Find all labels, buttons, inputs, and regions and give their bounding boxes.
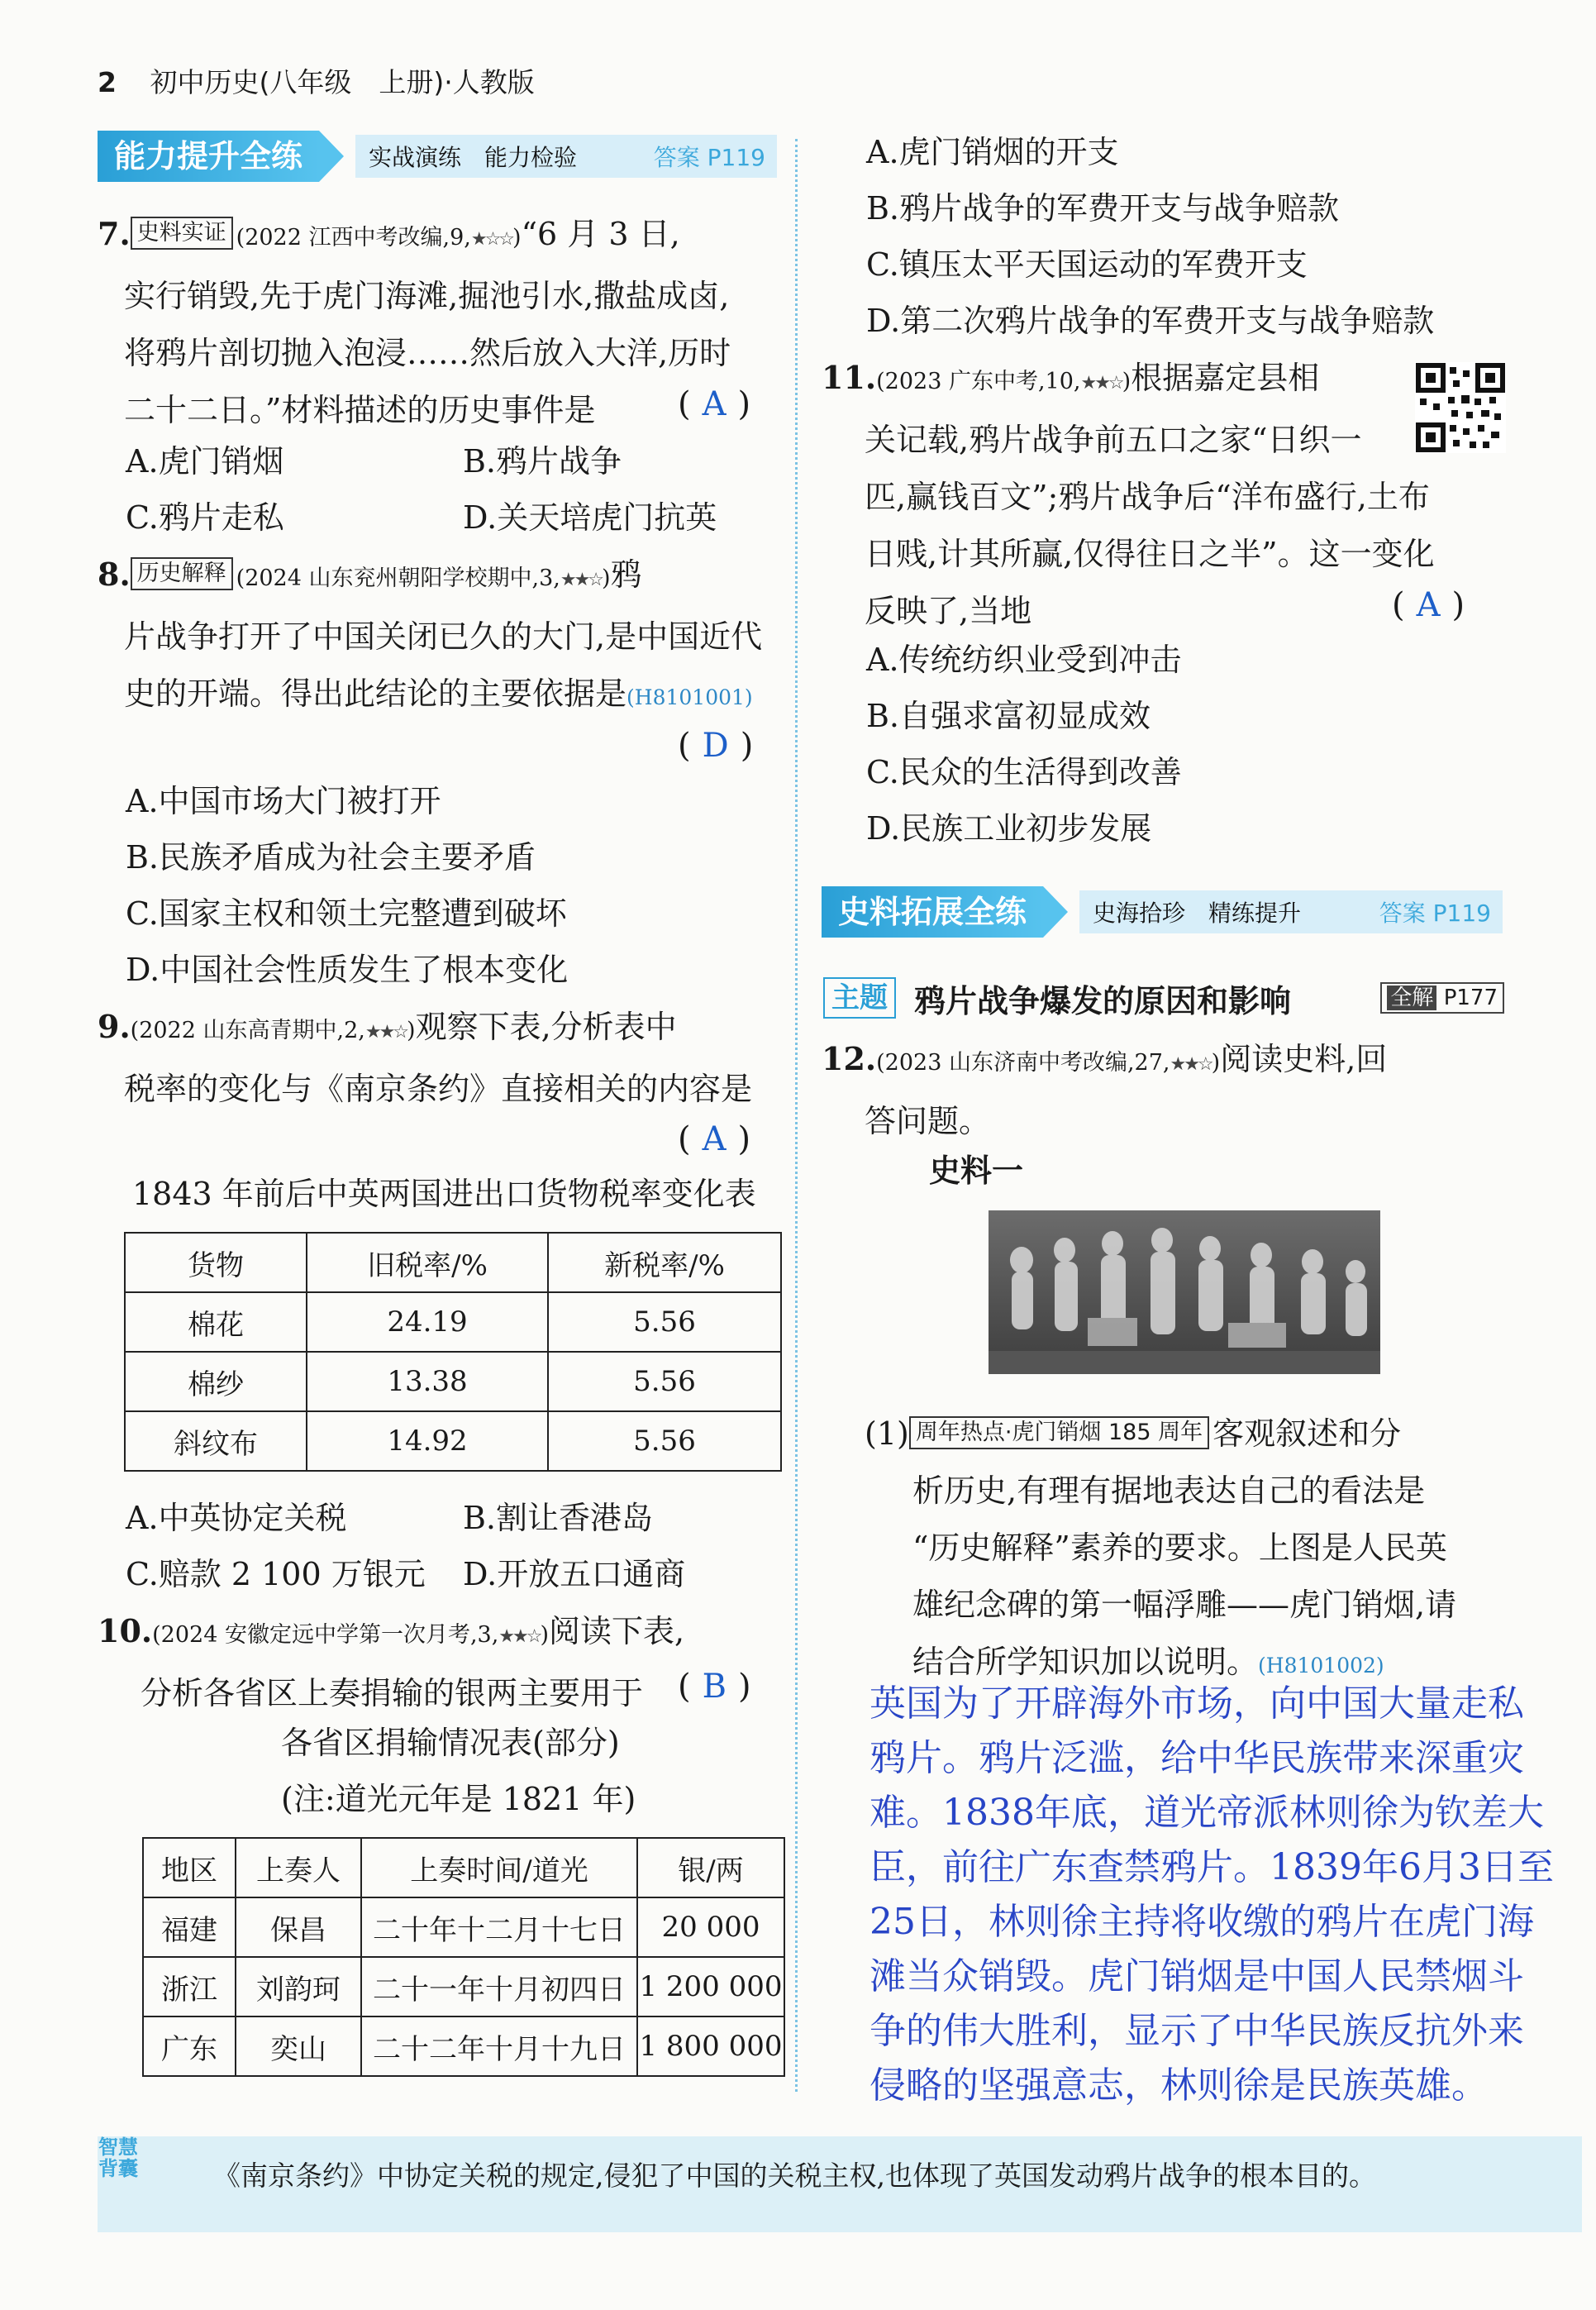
option-d: D.开放五口通商 (463, 1556, 686, 1592)
question-11: 11.(2023 广东中考,10,★★☆)根据嘉定县相 关记载,鸦片战争前五口之家“日织一 匹,赢钱百文”;鸦片战争后“洋布盛行,土布 日贱,计其所赢,仅得往日之半”。这一变化 反映了,当地 (822, 359, 1435, 629)
table-cell: 1 800 000 (637, 2016, 784, 2076)
difficulty-stars: ★★☆ (498, 1626, 541, 1647)
table-cell: 24.19 (307, 1292, 548, 1352)
table-cell: 浙江 (143, 1957, 236, 2016)
table-header: 地区 (143, 1838, 236, 1897)
table-cell: 20 000 (637, 1897, 784, 1957)
option-c: C.民众的生活得到改善 (866, 754, 1182, 790)
table-header: 上奏人 (236, 1838, 361, 1897)
question-line: 日贱,计其所赢,仅得往日之半”。这一变化 (865, 536, 1435, 572)
table-cell: 1 200 000 (637, 1957, 784, 2016)
answer-line: 英国为了开辟海外市场，向中国大量走私 (869, 1682, 1524, 1725)
table-row (143, 1957, 784, 2016)
table-cell: 14.92 (307, 1411, 548, 1471)
question-source: (2023 山东济南中考改编,27, (876, 1050, 1170, 1076)
question-9: 9.(2022 山东高青期中,2,★★☆)观察下表,分析表中 税率的变化与《南京条约》直接相关的内容是 (98, 1008, 753, 1107)
question-line: “历史解释”素养的要求。上图是人民英 (912, 1530, 1447, 1566)
question-line: 结合所学知识加以说明。 (912, 1644, 1259, 1680)
sub-question-1 (865, 1406, 1526, 1694)
table-header: 银/两 (637, 1838, 784, 1897)
option-d: D.第二次鸦片战争的军费开支与战争赔款 (866, 303, 1435, 339)
question-number: 10. (98, 1612, 153, 1649)
section-tag: 能力提升全练 (98, 131, 319, 182)
table-header-row (125, 1233, 781, 1292)
question-line: “6 月 3 日, (521, 216, 680, 252)
option-a: A.虎门销烟的开支 (866, 134, 1119, 170)
question-line: 析历史,有理有据地表达自己的看法是 (912, 1472, 1426, 1509)
question-line: 二十二日。”材料描述的历史事件是 (124, 392, 596, 428)
section-subtitle: 史海拾珍 精练提升 (1093, 900, 1302, 927)
option-b: B.鸦片战争的军费开支与战争赔款 (866, 190, 1340, 227)
theme-row (823, 976, 1504, 1020)
material-label: 史料一 (929, 1153, 1024, 1189)
difficulty-stars: ★★☆ (1170, 1054, 1212, 1075)
tip-side-label: 智慧背囊 (98, 2136, 138, 2180)
option-c: C.赔款 2 100 万银元 (126, 1556, 426, 1592)
question-line: 实行销毁,先于虎门海滩,掘池引水,撒盐成卤, (124, 278, 730, 314)
question-line: 阅读下表, (549, 1613, 685, 1649)
section-tag: 史料拓展全练 (822, 886, 1043, 938)
table-row (125, 1411, 781, 1471)
question-line: 雄纪念碑的第一幅浮雕——虎门销烟,请 (912, 1587, 1457, 1623)
table-cell: 保昌 (236, 1897, 361, 1957)
option-c: C.鸦片走私 (126, 499, 284, 536)
question-line: 反映了,当地 (865, 593, 1032, 629)
question-source: (2022 江西中考改编,9, (236, 225, 471, 251)
table-cell: 13.38 (307, 1352, 548, 1411)
question-code: (H8101001) (626, 685, 753, 709)
question-line: 鸦 (610, 556, 642, 593)
table-row (143, 1897, 784, 1957)
option-b: B.自强求富初显成效 (866, 698, 1151, 734)
full-solution-tag: 全解 P177 (1380, 982, 1504, 1014)
question-number: 9. (98, 1008, 131, 1045)
page-number: 2 (98, 66, 117, 98)
answer-reference: 答案 P119 (653, 144, 765, 171)
question-number: 7. (98, 215, 131, 252)
wisdom-tip-box (98, 2136, 1582, 2232)
option-a: A.虎门销烟 (126, 443, 284, 480)
table-cell: 二十一年十月初四日 (361, 1957, 637, 2016)
option-d: D.中国社会性质发生了根本变化 (126, 952, 569, 988)
question-source: (2024 安徽定远中学第一次月考,3, (152, 1622, 499, 1648)
table-cell: 广东 (143, 2016, 236, 2076)
answer-line: 25日，林则徐主持将收缴的鸦片在虎门海 (869, 1901, 1534, 1943)
table-cell: 奕山 (236, 2016, 361, 2076)
table-header: 上奏时间/道光 (361, 1838, 637, 1897)
answer-bracket: ( A ) (1392, 586, 1465, 624)
donation-table (142, 1837, 785, 2077)
table-cell: 刘韵珂 (236, 1957, 361, 2016)
answer-letter: A (702, 1120, 727, 1158)
question-line: 阅读史料,回 (1220, 1041, 1388, 1077)
answer-reference: 答案 P119 (1379, 900, 1491, 927)
option-c: C.国家主权和领土完整遭到破坏 (126, 895, 567, 932)
answer-bracket: ( D ) (678, 727, 754, 765)
table-header: 货物 (125, 1233, 307, 1292)
table-cell: 5.56 (548, 1292, 781, 1352)
question-line: 将鸦片剖切抛入泡浸……然后放入大洋,历时 (124, 335, 731, 371)
question-line: 税率的变化与《南京条约》直接相关的内容是 (124, 1071, 753, 1107)
option-a: A.中英协定关税 (126, 1500, 347, 1536)
table-row (125, 1352, 781, 1411)
table-cell: 棉花 (125, 1292, 307, 1352)
answer-line: 臣，前往广东查禁鸦片。1839年6月3日至 (869, 1846, 1554, 1888)
answer-line: 滩当众销毁。虎门销烟是中国人民禁烟斗 (869, 1955, 1524, 1997)
section-banner-ability (98, 131, 777, 182)
option-b: B.鸦片战争 (463, 443, 622, 480)
question-number: 12. (822, 1040, 877, 1077)
section-stripe (1079, 890, 1503, 933)
competency-tag: 历史解释 (131, 557, 233, 590)
table-cell: 棉纱 (125, 1352, 307, 1411)
question-number: 8. (98, 556, 131, 593)
answer-bracket: ( B ) (678, 1668, 751, 1706)
answer-letter: B (702, 1668, 727, 1706)
tariff-table (124, 1232, 782, 1472)
qr-code[interactable] (1415, 362, 1506, 453)
option-d: D.关天培虎门抗英 (463, 499, 717, 536)
question-code: (H8101002) (1258, 1654, 1384, 1678)
table-header-row (143, 1838, 784, 1897)
page-header (98, 61, 535, 100)
question-line: 分析各省区上奏捐输的银两主要用于 (141, 1675, 644, 1711)
question-10: 10.(2024 安徽定远中学第一次月考,3,★★☆)阅读下表, 分析各省区上奏捐输的银两主要用于 (98, 1612, 685, 1711)
theme-title: 鸦片战争爆发的原因和影响 (914, 982, 1292, 1019)
table-header: 旧税率/% (307, 1233, 548, 1292)
question-line: 根据嘉定县相 (1131, 360, 1320, 396)
competency-tag: 史料实证 (131, 217, 233, 250)
difficulty-stars: ★★☆ (560, 570, 603, 590)
option-b: B.割让香港岛 (463, 1500, 654, 1536)
question-line: 史的开端。得出此结论的主要依据是 (124, 675, 627, 712)
table-cell: 斜纹布 (125, 1411, 307, 1471)
section-banner-materials (822, 886, 1503, 938)
question-line: 答问题。 (865, 1103, 991, 1139)
table-cell: 二十年十二月十七日 (361, 1897, 637, 1957)
question-8: 8. 历史解释 (2024 山东兖州朝阳学校期中,3,★★☆)鸦 片战争打开了中国关闭已久的大门,是中国近代 史的开端。得出此结论的主要依据是(H8101001) (98, 556, 763, 712)
table-cell: 5.56 (548, 1352, 781, 1411)
answer-bracket: ( A ) (678, 1120, 751, 1158)
answer-letter: A (1416, 586, 1441, 624)
table-row (125, 1292, 781, 1352)
section-stripe (355, 135, 777, 178)
table-cell: 5.56 (548, 1411, 781, 1471)
answer-line: 争的伟大胜利，显示了中华民族反抗外来 (869, 2010, 1524, 2052)
option-d: D.民族工业初步发展 (866, 810, 1152, 847)
question-line: 关记载,鸦片战争前五口之家“日织一 (865, 422, 1362, 458)
question-line: 观察下表,分析表中 (415, 1009, 677, 1045)
section-subtitle: 实战演练 能力检验 (369, 144, 578, 171)
tip-text: 《南京条约》中协定关税的规定,侵犯了中国的关税主权,也体现了英国发动鸦片战争的根本目的。 (213, 2160, 1376, 2192)
question-line: 片战争打开了中国关闭已久的大门,是中国近代 (124, 618, 763, 655)
question-number: 11. (822, 359, 877, 396)
table-cell: 福建 (143, 1897, 236, 1957)
question-source: (2023 广东中考,10, (876, 369, 1081, 394)
option-a: A.中国市场大门被打开 (126, 783, 441, 819)
answer-bracket: ( A ) (678, 385, 751, 423)
answer-line: 难。1838年底，道光帝派林则徐为钦差大 (869, 1792, 1544, 1834)
hotspot-tag: 周年热点·虎门销烟 185 周年 (909, 1416, 1209, 1449)
answer-letter: A (702, 385, 727, 423)
option-b: B.民族矛盾成为社会主要矛盾 (126, 839, 536, 876)
answer-line: 侵略的坚强意志，林则徐是民族英雄。 (869, 2064, 1488, 2107)
table-cell: 二十二年十月十九日 (361, 2016, 637, 2076)
table-title: 1843 年前后中英两国进出口货物税率变化表 (132, 1176, 756, 1212)
option-a: A.传统纺织业受到冲击 (866, 642, 1182, 678)
theme-label: 主题 (823, 977, 896, 1019)
table-note: (注:道光元年是 1821 年) (281, 1781, 636, 1817)
table-header: 新税率/% (548, 1233, 781, 1292)
sub-question-number: (1) (865, 1415, 909, 1452)
table-title: 各省区捐输情况表(部分) (281, 1725, 620, 1761)
option-c: C.镇压太平天国运动的军费开支 (866, 246, 1308, 283)
question-source: (2024 山东兖州朝阳学校期中,3, (236, 566, 560, 591)
column-divider (795, 139, 798, 2092)
question-12: 12.(2023 山东济南中考改编,27,★★☆)阅读史料,回 答问题。 (822, 1040, 1388, 1139)
book-title: 初中历史(八年级 上册)·人教版 (150, 66, 535, 98)
difficulty-stars: ★☆☆ (470, 229, 513, 250)
question-line: 客观叙述和分 (1212, 1415, 1402, 1452)
answer-letter: D (702, 727, 729, 765)
difficulty-stars: ★★☆ (364, 1022, 407, 1043)
question-source: (2022 山东高青期中,2, (130, 1018, 365, 1043)
question-7: 7. 史料实证 (2022 江西中考改编,9,★☆☆)“6 月 3 日, 实行销毁,先于虎门海滩,掘池引水,撒盐成卤, 将鸦片剖切抛入泡浸……然后放入大洋,历时 二十二日。”材料描述的历史事件是 (98, 215, 731, 428)
answer-line: 鸦片。鸦片泛滥，给中华民族带来深重灾 (869, 1737, 1524, 1779)
relief-sculpture-image (989, 1210, 1380, 1374)
table-row (143, 2016, 784, 2076)
handwritten-answer (869, 1677, 1556, 2113)
question-line: 匹,赢钱百文”;鸦片战争后“洋布盛行,土布 (865, 479, 1430, 515)
difficulty-stars: ★★☆ (1080, 373, 1122, 394)
